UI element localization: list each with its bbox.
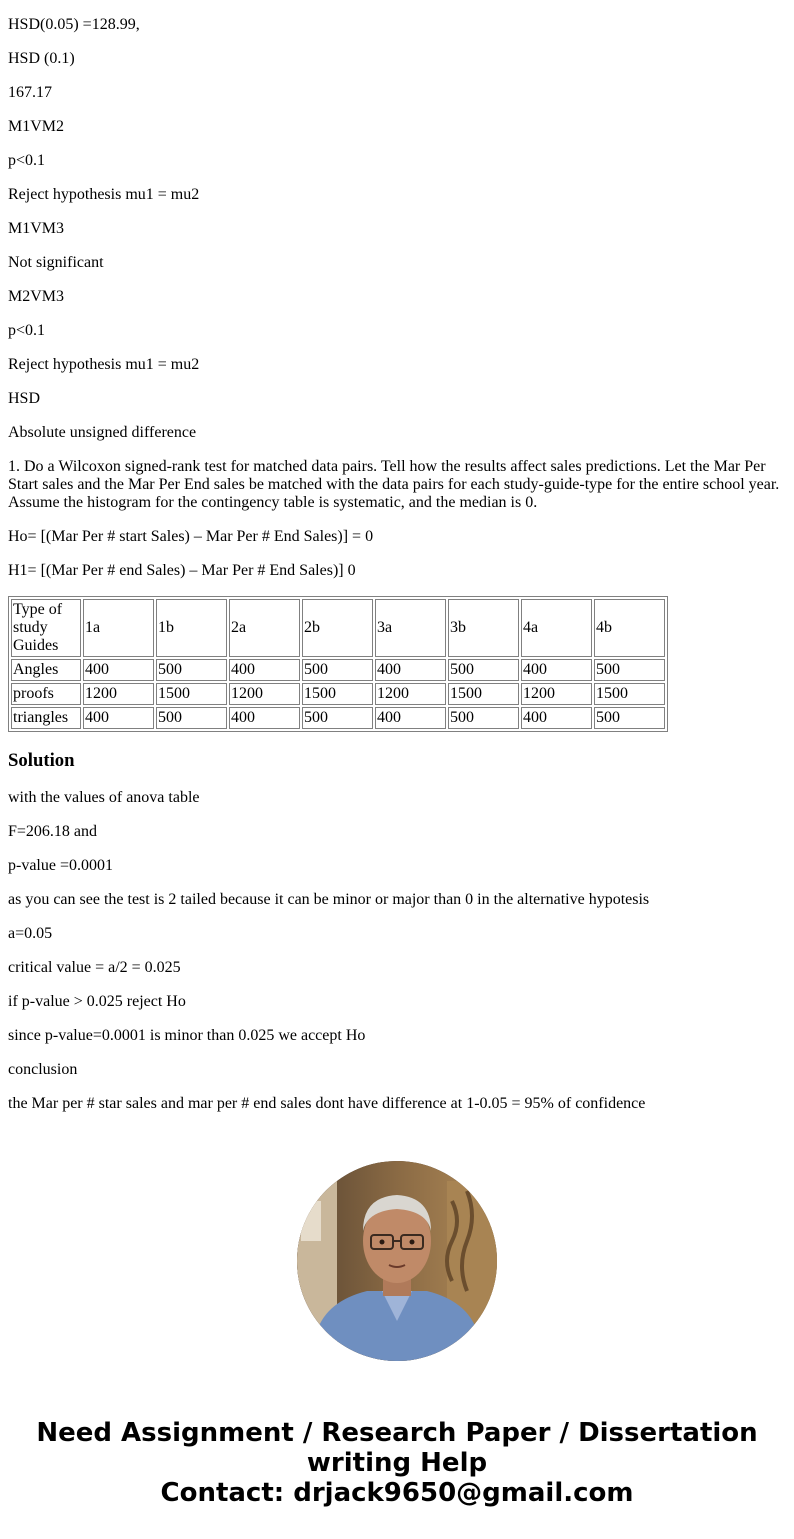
- text-line: M2VM3: [8, 288, 65, 305]
- document-body: [0, 16, 794, 1361]
- table-cell: 400: [375, 707, 446, 729]
- null-hypothesis: Ho= [(Mar Per # start Sales) – Mar Per # End Sales)] = 0: [8, 528, 374, 545]
- solution-line: as you can see the test is 2 tailed because it can be minor or major than 0 in the alternative hypotesis: [8, 891, 650, 908]
- avatar: [297, 1161, 497, 1361]
- alt-hypothesis: H1= [(Mar Per # end Sales) – Mar Per # End Sales)] 0: [8, 562, 356, 579]
- text-line: M1VM3: [8, 220, 65, 237]
- table-cell: Angles: [11, 659, 81, 681]
- question-text: 1. Do a Wilcoxon signed-rank test for matched data pairs. Tell how the results affect sales predictions. Let the Mar Per Start sales and the Mar Per End sales be matched with the data pairs for each study-guide-type for the entire school year. Assume the histogram for the contingency table is systematic, and the median is 0.: [8, 458, 780, 511]
- table-cell: 1500: [302, 683, 373, 705]
- table-header-cell: 1b: [156, 599, 227, 657]
- promo-line: Need Assignment / Research Paper / Dissertation: [36, 1418, 758, 1448]
- table-cell: 500: [594, 707, 665, 729]
- table-cell: 1200: [375, 683, 446, 705]
- table-cell: 400: [521, 659, 592, 681]
- solution-line: critical value = a/2 = 0.025: [8, 959, 181, 976]
- solution-line: since p-value=0.0001 is minor than 0.025 we accept Ho: [8, 1027, 366, 1044]
- table-cell: 1200: [229, 683, 300, 705]
- table-header-cell: 1a: [83, 599, 154, 657]
- table-cell: 1200: [83, 683, 154, 705]
- text-line: HSD(0.05) =128.99,: [8, 16, 140, 33]
- solution-line: with the values of anova table: [8, 789, 200, 806]
- solution-line: a=0.05: [8, 925, 53, 942]
- table-row: [11, 707, 665, 729]
- promo-contact: Contact: drjack9650@gmail.com: [160, 1478, 634, 1508]
- table-row: [11, 683, 665, 705]
- table-cell: 400: [229, 659, 300, 681]
- solution-line: if p-value > 0.025 reject Ho: [8, 993, 186, 1010]
- promo-line: writing Help: [306, 1448, 488, 1478]
- table-cell: proofs: [11, 683, 81, 705]
- table-cell: 1500: [156, 683, 227, 705]
- table-header-cell: 4a: [521, 599, 592, 657]
- solution-line: the Mar per # star sales and mar per # end sales dont have difference at 1-0.05 = 95% of confidence: [8, 1095, 646, 1112]
- text-line: HSD: [8, 390, 41, 407]
- table-cell: 500: [302, 659, 373, 681]
- table-cell: 500: [594, 659, 665, 681]
- table-row: [11, 659, 665, 681]
- table-header-cell: 3b: [448, 599, 519, 657]
- table-header-cell: 2b: [302, 599, 373, 657]
- solution-heading: Solution: [8, 750, 75, 771]
- table-cell: 1500: [448, 683, 519, 705]
- table-cell: 400: [83, 707, 154, 729]
- solution-line: p-value =0.0001: [8, 857, 113, 874]
- text-line: HSD (0.1): [8, 50, 75, 67]
- text-line: Not significant: [8, 254, 104, 271]
- table-cell: 500: [156, 659, 227, 681]
- table-cell: 400: [83, 659, 154, 681]
- table-cell: 500: [448, 707, 519, 729]
- solution-line: conclusion: [8, 1061, 78, 1078]
- table-header-row: [11, 599, 665, 657]
- text-line: M1VM2: [8, 118, 65, 135]
- table-cell: 500: [302, 707, 373, 729]
- text-line: Reject hypothesis mu1 = mu2: [8, 186, 200, 203]
- promo-banner: [0, 1418, 794, 1508]
- table-header-cell: 3a: [375, 599, 446, 657]
- table-cell: 500: [156, 707, 227, 729]
- table-cell: triangles: [11, 707, 81, 729]
- person-portrait-icon: [297, 1161, 497, 1361]
- table-cell: 400: [375, 659, 446, 681]
- table-header-cell: 4b: [594, 599, 665, 657]
- table-cell: 1200: [521, 683, 592, 705]
- table-header-cell: 2a: [229, 599, 300, 657]
- table-cell: 400: [521, 707, 592, 729]
- solution-line: F=206.18 and: [8, 823, 98, 840]
- text-line: Reject hypothesis mu1 = mu2: [8, 356, 200, 373]
- text-line: p<0.1: [8, 152, 46, 169]
- text-line: Absolute unsigned difference: [8, 424, 197, 441]
- text-line: p<0.1: [8, 322, 46, 339]
- table-cell: 400: [229, 707, 300, 729]
- table-cell: 500: [448, 659, 519, 681]
- study-guides-table: [8, 596, 668, 732]
- text-line: 167.17: [8, 84, 52, 101]
- table-cell: 1500: [594, 683, 665, 705]
- avatar-container: [8, 1161, 786, 1361]
- table-header-cell: Type of study Guides: [11, 599, 81, 657]
